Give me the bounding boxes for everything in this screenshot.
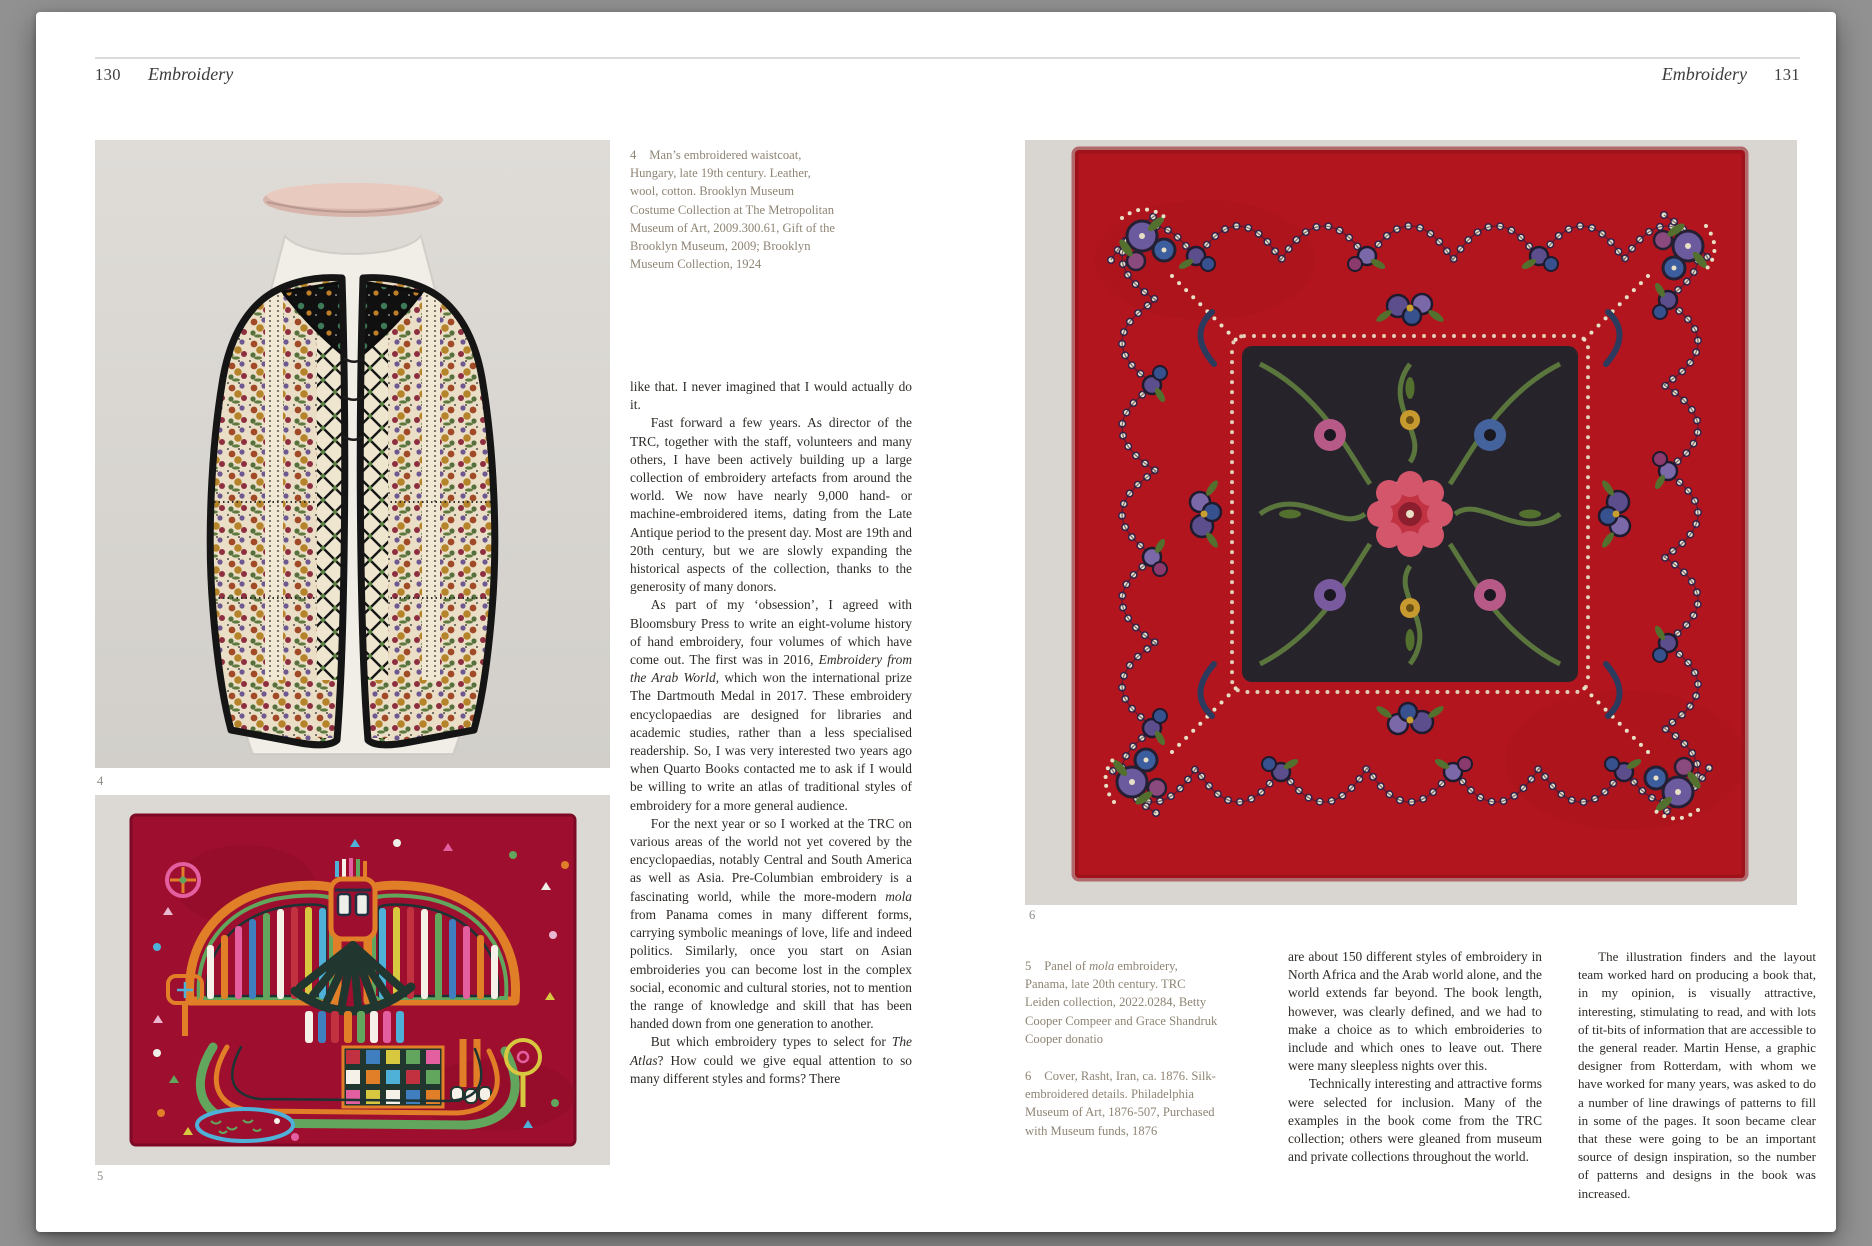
right-running-head [1662,64,1800,85]
left-folio: 130 [95,65,121,84]
figure-6-photo-rasht-cover [1025,140,1797,905]
figure-6-number: 6 [1029,908,1036,922]
book-page-spread [36,12,1836,1232]
figure-4-number: 4 [97,774,104,788]
captions-figures-5-6 [1025,957,1221,1140]
caption-figure-5: 5 Panel of mola embroidery, Panama, late 20th century. TRC Leiden collection, 2022.0284, Betty Cooper Compeer and Grace Shandruk Cooper donatio [1025,959,1218,1046]
header-rule [95,57,1800,59]
rasht-cover-illustration [1025,140,1797,905]
left-head-title: Embroidery [147,64,234,84]
body-text-middle-column: like that. I never imagined that I would actually do it. Fast forward a few years. As director of the TRC, together with the staff, volunteers and many others, I have been actively building up a large collection of embroidery artefacts from around the world. We now have nearly 9,000 hand- or machine-embroidered items, dating from the Late Antique period to the present day. Most are 19th and 20th century, but we are slowly expanding the historical aspects of the collection, thanks to the generosity of many donors. As part of my ‘obsession’, I agreed with Bloomsbury Press to write an eight-volume history of hand embroidery, four volumes of which have come out. The first was in 2016, Embroidery from the Arab World, which won the international prize The Dartmouth Medal in 2017. These embroidery encyclopaedias are designed for libraries and academic studies, rather than a less specialised readership. So, I was very interested two years ago when Quarto Books contacted me to ask if I would be willing to write an atlas of traditional styles of embroidery for a more general audience. For the next year or so I worked at the TRC on various areas of the world not yet covered by the encyclopaedias, notably Central and South America as well as Asia. Pre-Columbian embroidery is a fascinating world, while the more-modern mola from Panama comes in many different forms, carrying symbolic meanings of love, life and indeed politics. Similarly, once you start on Asian embroideries you can become lost in the complex social, economic and cultural stories, not to mention the range of knowledge and skill that has been handed down from one generation to another. But which embroidery types to select for The Atlas? How could we give equal attention to so many different styles and forms? There [630,379,913,1086]
body-text-right-column-1: are about 150 different styles of embroidery in North Africa and the Arab world alone, and the world extends far beyond. The book length, however, was clearly defined, and we had to make a choice as to which embroideries to include and which ones to leave out. There were many sleepless nights over this. Technically interesting and attractive forms were selected for inclusion. Many of the examples in the book come from the TRC collection; others were gleaned from museum and private collections throughout the world. [1288,949,1542,1165]
right-head-title: Embroidery [1661,64,1748,84]
caption-figure-6: 6 Cover, Rasht, Iran, ca. 1876. Silk-embroidered details. Philadelphia Museum of Art, 1876-507, Purchased with Museum funds, 1876 [1025,1069,1216,1138]
figure-5-number: 5 [97,1169,104,1183]
mola-illustration [95,795,610,1165]
waistcoat-illustration [95,140,610,768]
caption-figure-4: 4 Man’s embroidered waistcoat, Hungary, late 19th century. Leather, wool, cotton. Brooklyn Museum Costume Collection at The Metropolitan Museum of Art, 2009.300.61, Gift of the Brooklyn Museum, 2009; Brooklyn Museum Collection, 1924 [630,148,835,272]
left-running-head [95,64,233,85]
figure-5-photo-mola [95,795,610,1165]
caption-gap [1025,1048,1221,1067]
right-folio: 131 [1774,65,1800,84]
figure-4-photo-waistcoat [95,140,610,768]
body-text-right-column-2: The illustration finders and the layout team worked hard on producing a book that, in my opinion, is visually attractive, interesting, stimulating to read, and with lots of tit-bits of information that are accessible to the general reader. Martin Hense, a graphic designer from Rotterdam, with whom we have worked for many years, was asked to do a number of line drawings of patterns to fill in some of the pages. It soon became clear that these were going to be an important source of design inspiration, so the number of patterns and designs in the book was increased. [1578,949,1816,1201]
